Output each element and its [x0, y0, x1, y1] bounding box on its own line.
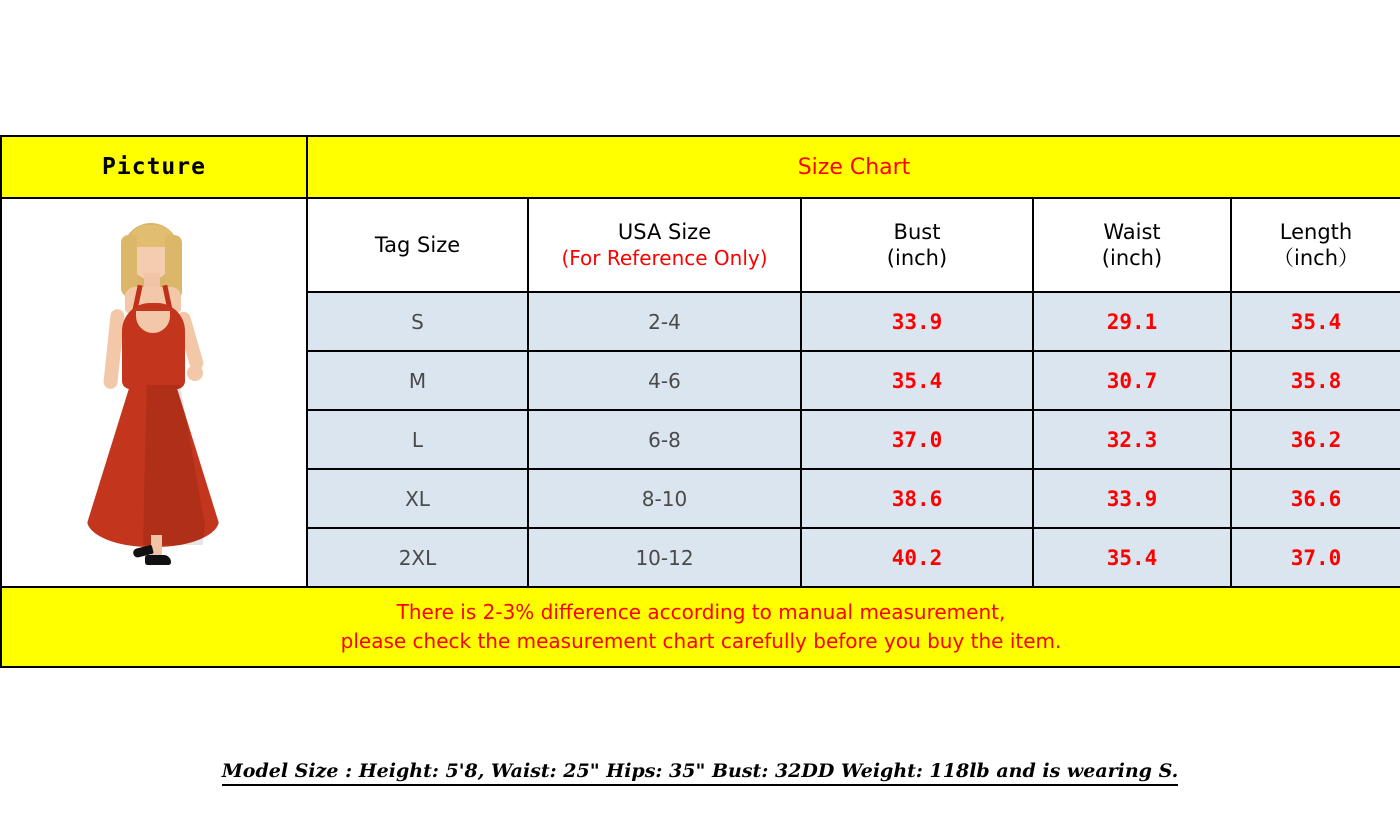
- dress-model-illustration: [59, 217, 249, 567]
- column-header-length-label: Length: [1279, 219, 1353, 244]
- cell-bust: 40.2: [801, 528, 1033, 587]
- picture-cell: [1, 198, 307, 587]
- size-chart-table: [0, 135, 1400, 668]
- column-header-length-unit: （inch）: [1273, 246, 1359, 270]
- dress-bodice-shape: [122, 303, 185, 389]
- column-header-tag-size: [307, 198, 528, 292]
- column-header-waist-label: Waist: [1103, 219, 1161, 244]
- table-header-row: [1, 136, 1400, 198]
- shoe-right-shape: [145, 555, 171, 565]
- cell-tag-size: M: [307, 351, 528, 410]
- column-header-usa-size: [528, 198, 801, 292]
- column-header-usa-size-label: USA Size: [617, 220, 712, 245]
- cell-usa-size: 8-10: [528, 469, 801, 528]
- column-header-waist: [1033, 198, 1231, 292]
- cell-waist: 30.7: [1033, 351, 1231, 410]
- hand-right-shape: [187, 365, 203, 381]
- cell-length: 36.2: [1231, 410, 1400, 469]
- measurement-note-line-1: There is 2-3% difference according to manual measurement,: [396, 600, 1006, 624]
- column-header-usa-size-subtext: (For Reference Only): [561, 245, 768, 270]
- cell-length: 35.4: [1231, 292, 1400, 351]
- table-note-row: [1, 587, 1400, 667]
- header-size-chart-title: Size Chart: [307, 136, 1400, 198]
- cell-waist: 29.1: [1033, 292, 1231, 351]
- cell-length: 35.8: [1231, 351, 1400, 410]
- cell-waist: 33.9: [1033, 469, 1231, 528]
- cell-length: 36.6: [1231, 469, 1400, 528]
- cell-usa-size: 2-4: [528, 292, 801, 351]
- footer: [0, 760, 1400, 786]
- size-chart-table-wrapper: [0, 135, 1400, 668]
- cell-tag-size: S: [307, 292, 528, 351]
- cell-waist: 35.4: [1033, 528, 1231, 587]
- cell-usa-size: 6-8: [528, 410, 801, 469]
- model-size-note: Model Size : Height: 5'8, Waist: 25" Hips: 35" Bust: 32DD Weight: 118lb and is wearing S.: [222, 760, 1179, 786]
- header-picture: Picture: [1, 136, 307, 198]
- measurement-note: [1, 587, 1400, 667]
- cell-tag-size: 2XL: [307, 528, 528, 587]
- cell-bust: 37.0: [801, 410, 1033, 469]
- cell-bust: 35.4: [801, 351, 1033, 410]
- cell-waist: 32.3: [1033, 410, 1231, 469]
- measurement-note-line-2: please check the measurement chart carefully before you buy the item.: [340, 629, 1062, 653]
- cell-usa-size: 4-6: [528, 351, 801, 410]
- column-header-length: [1231, 198, 1400, 292]
- column-header-bust-unit: (inch): [886, 246, 948, 270]
- column-header-tag-size-label: Tag Size: [374, 232, 461, 257]
- cell-tag-size: XL: [307, 469, 528, 528]
- cell-bust: 33.9: [801, 292, 1033, 351]
- column-header-waist-unit: (inch): [1101, 246, 1163, 270]
- column-header-bust-label: Bust: [893, 219, 941, 244]
- cell-length: 37.0: [1231, 528, 1400, 587]
- column-header-bust: [801, 198, 1033, 292]
- cell-tag-size: L: [307, 410, 528, 469]
- cell-usa-size: 10-12: [528, 528, 801, 587]
- cell-bust: 38.6: [801, 469, 1033, 528]
- table-subheader-row: [1, 198, 1400, 292]
